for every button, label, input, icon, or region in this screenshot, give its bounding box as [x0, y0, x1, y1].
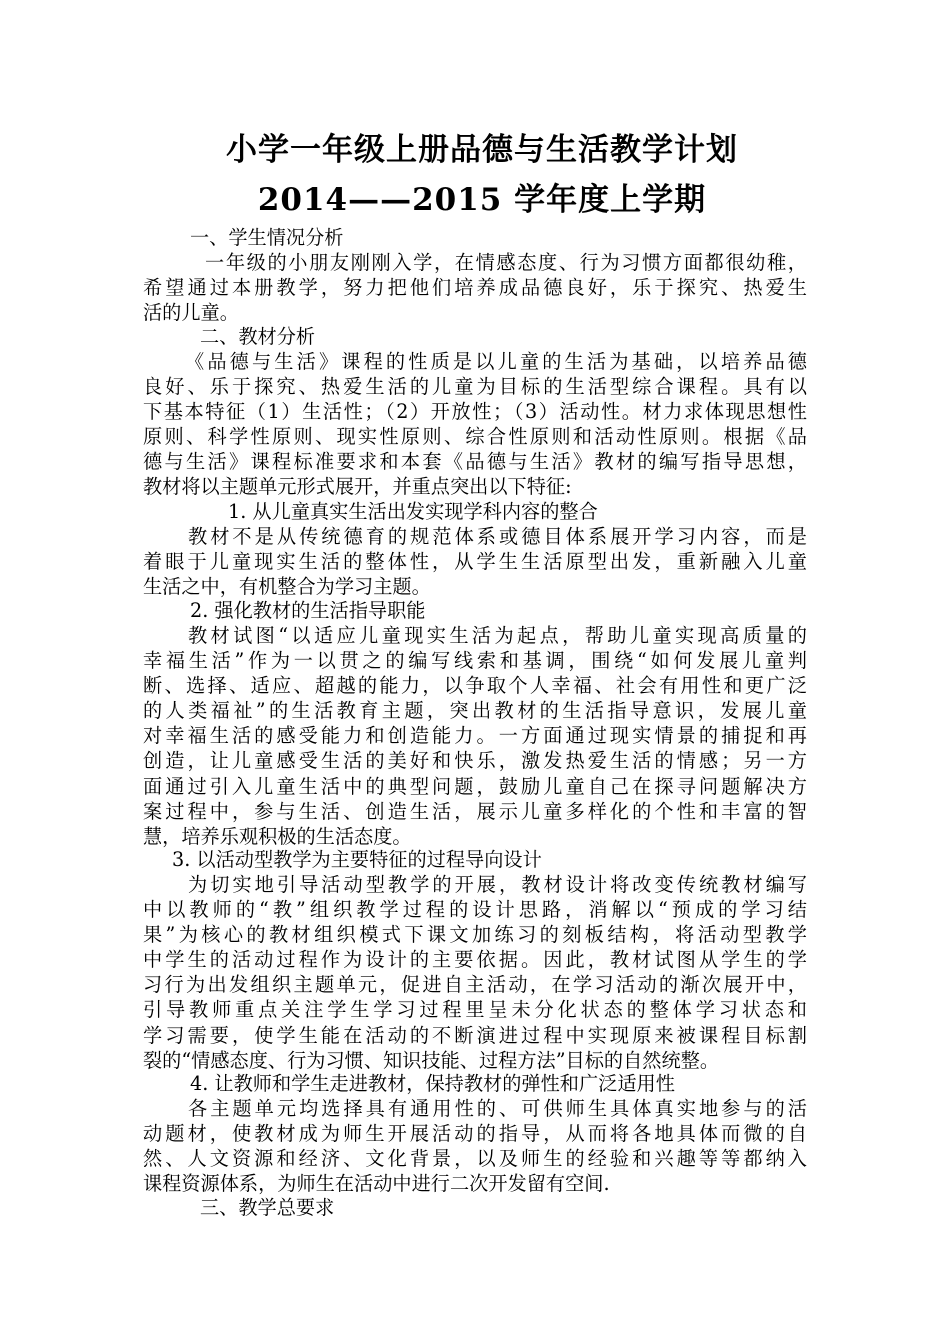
paragraph-line: 案过程中，参与生活、创造生活，展示儿童多样化的个性和丰富的智: [143, 799, 807, 823]
paragraph-line: 生活之中，有机整合为学习主题。: [143, 575, 431, 599]
paragraph-line: 中学生的活动过程作为设计的主要依据。因此，教材试图从学生的学: [143, 948, 807, 972]
paragraph-line: 面通过引入儿童生活中的典型问题，鼓励儿童自己在探寻问题解决方: [143, 774, 807, 798]
paragraph-line: 一年级的小朋友刚刚入学，在情感态度、行为习惯方面都很幼稚，: [205, 251, 807, 274]
subsection-4-paragraph: [143, 1096, 807, 1196]
paragraph-line: 创造，让儿童感受生活的美好和快乐，激发热爱生活的情感；另一方: [143, 749, 807, 773]
section-heading-2: 二、教材分析: [200, 325, 316, 348]
subsection-heading-3: 3. 以活动型教学为主要特征的过程导向设计: [172, 848, 542, 871]
subsection-2-paragraph: [143, 623, 807, 849]
subsection-heading-4: 4. 让教师和学生走进教材，保持教材的弹性和广泛适用性: [190, 1072, 675, 1095]
section-heading-1: 一、学生情况分析: [190, 226, 344, 249]
paragraph-line: 德与生活》课程标准要求和本套《品德与生活》教材的编写指导思想，: [143, 450, 807, 474]
paragraph-line: 慧，培养乐观积极的生活态度。: [143, 824, 412, 848]
paragraph-line: 断、选择、适应、超越的能力，以争取个人幸福、社会有用性和更广泛: [143, 674, 807, 698]
paragraph-line: 引导教师重点关注学生学习过程里呈未分化状态的整体学习状态和: [143, 998, 807, 1022]
paragraph-line: 原则、科学性原则、现实性原则、综合性原则和活动性原则。根据《品: [143, 425, 807, 449]
paragraph-line: 果”为核心的教材组织模式下课文加练习的刻板结构，将活动型教学: [143, 923, 807, 947]
paragraph-line: 下基本特征（1）生活性；（2）开放性；（3）活动性。材力求体现思想性: [143, 400, 807, 424]
paragraph-line: 《品德与生活》课程的性质是以儿童的生活为基础，以培养品德: [185, 350, 807, 373]
paragraph-line: 良好、乐于探究、热爱生活的儿童为目标的生活型综合课程。具有以: [143, 375, 807, 399]
section-heading-3: 三、教学总要求: [200, 1196, 335, 1219]
paragraph-line: 然、人文资源和经济、文化背景，以及师生的经验和兴趣等等都纳入: [143, 1147, 807, 1171]
paragraph-line: 中以教师的“教”组织教学过程的设计思路，消解以“预成的学习结: [143, 898, 807, 922]
paragraph-line: 习行为出发组织主题单元，促进自主活动，在学习活动的渐次展开中，: [143, 973, 807, 997]
subsection-1-paragraph: [143, 524, 807, 599]
paragraph-line: 着眼于儿童现实生活的整体性，从学生生活原型出发，重新融入儿童: [143, 550, 807, 574]
paragraph-line: 学习需要，使学生能在活动的不断演进过程中实现原来被课程目标割: [143, 1023, 807, 1047]
section-2-paragraph: [143, 349, 807, 500]
paragraph-line: 的人类福祉”的生活教育主题，突出教材的生活指导意识，发展儿童: [143, 699, 807, 723]
paragraph-line: 幸福生活”作为一以贯之的编写线索和基调，围绕“如何发展儿童判: [143, 649, 807, 673]
paragraph-line: 教材不是从传统德育的规范体系或德目体系展开学习内容，而是: [188, 525, 807, 548]
subsection-heading-1: 1. 从儿童真实生活出发实现学科内容的整合: [228, 500, 598, 523]
paragraph-line: 裂的“情感态度、行为习惯、知识技能、过程方法”目标的自然统整。: [143, 1048, 720, 1072]
document-title: 小学一年级上册品德与生活教学计划: [226, 132, 738, 168]
subsection-3-paragraph: [143, 872, 807, 1073]
paragraph-line: 希望通过本册教学，努力把他们培养成品德良好，乐于探究、热爱生: [143, 276, 807, 300]
paragraph-line: 为切实地引导活动型教学的开展，教材设计将改变传统教材编写: [188, 873, 807, 896]
document-subtitle: 2014——2015 学年度上学期: [257, 182, 707, 218]
paragraph-line: 活的儿童。: [143, 301, 239, 325]
paragraph-line: 教材试图“以适应儿童现实生活为起点，帮助儿童实现高质量的: [188, 624, 807, 647]
paragraph-line: 课程资源体系，为师生在活动中进行二次开发留有空间.: [143, 1172, 610, 1196]
paragraph-line: 对幸福生活的感受能力和创造能力。一方面通过现实情景的捕捉和再: [143, 724, 807, 748]
paragraph-line: 教材将以主题单元形式展开，并重点突出以下特征:: [143, 475, 572, 499]
paragraph-line: 各主题单元均选择具有通用性的、可供师生具体真实地参与的活: [188, 1097, 807, 1120]
section-1-paragraph: [143, 250, 807, 325]
subsection-heading-2: 2. 强化教材的生活指导职能: [190, 599, 426, 622]
paragraph-line: 动题材，使教材成为师生开展活动的指导，从而将各地具体而微的自: [143, 1122, 807, 1146]
